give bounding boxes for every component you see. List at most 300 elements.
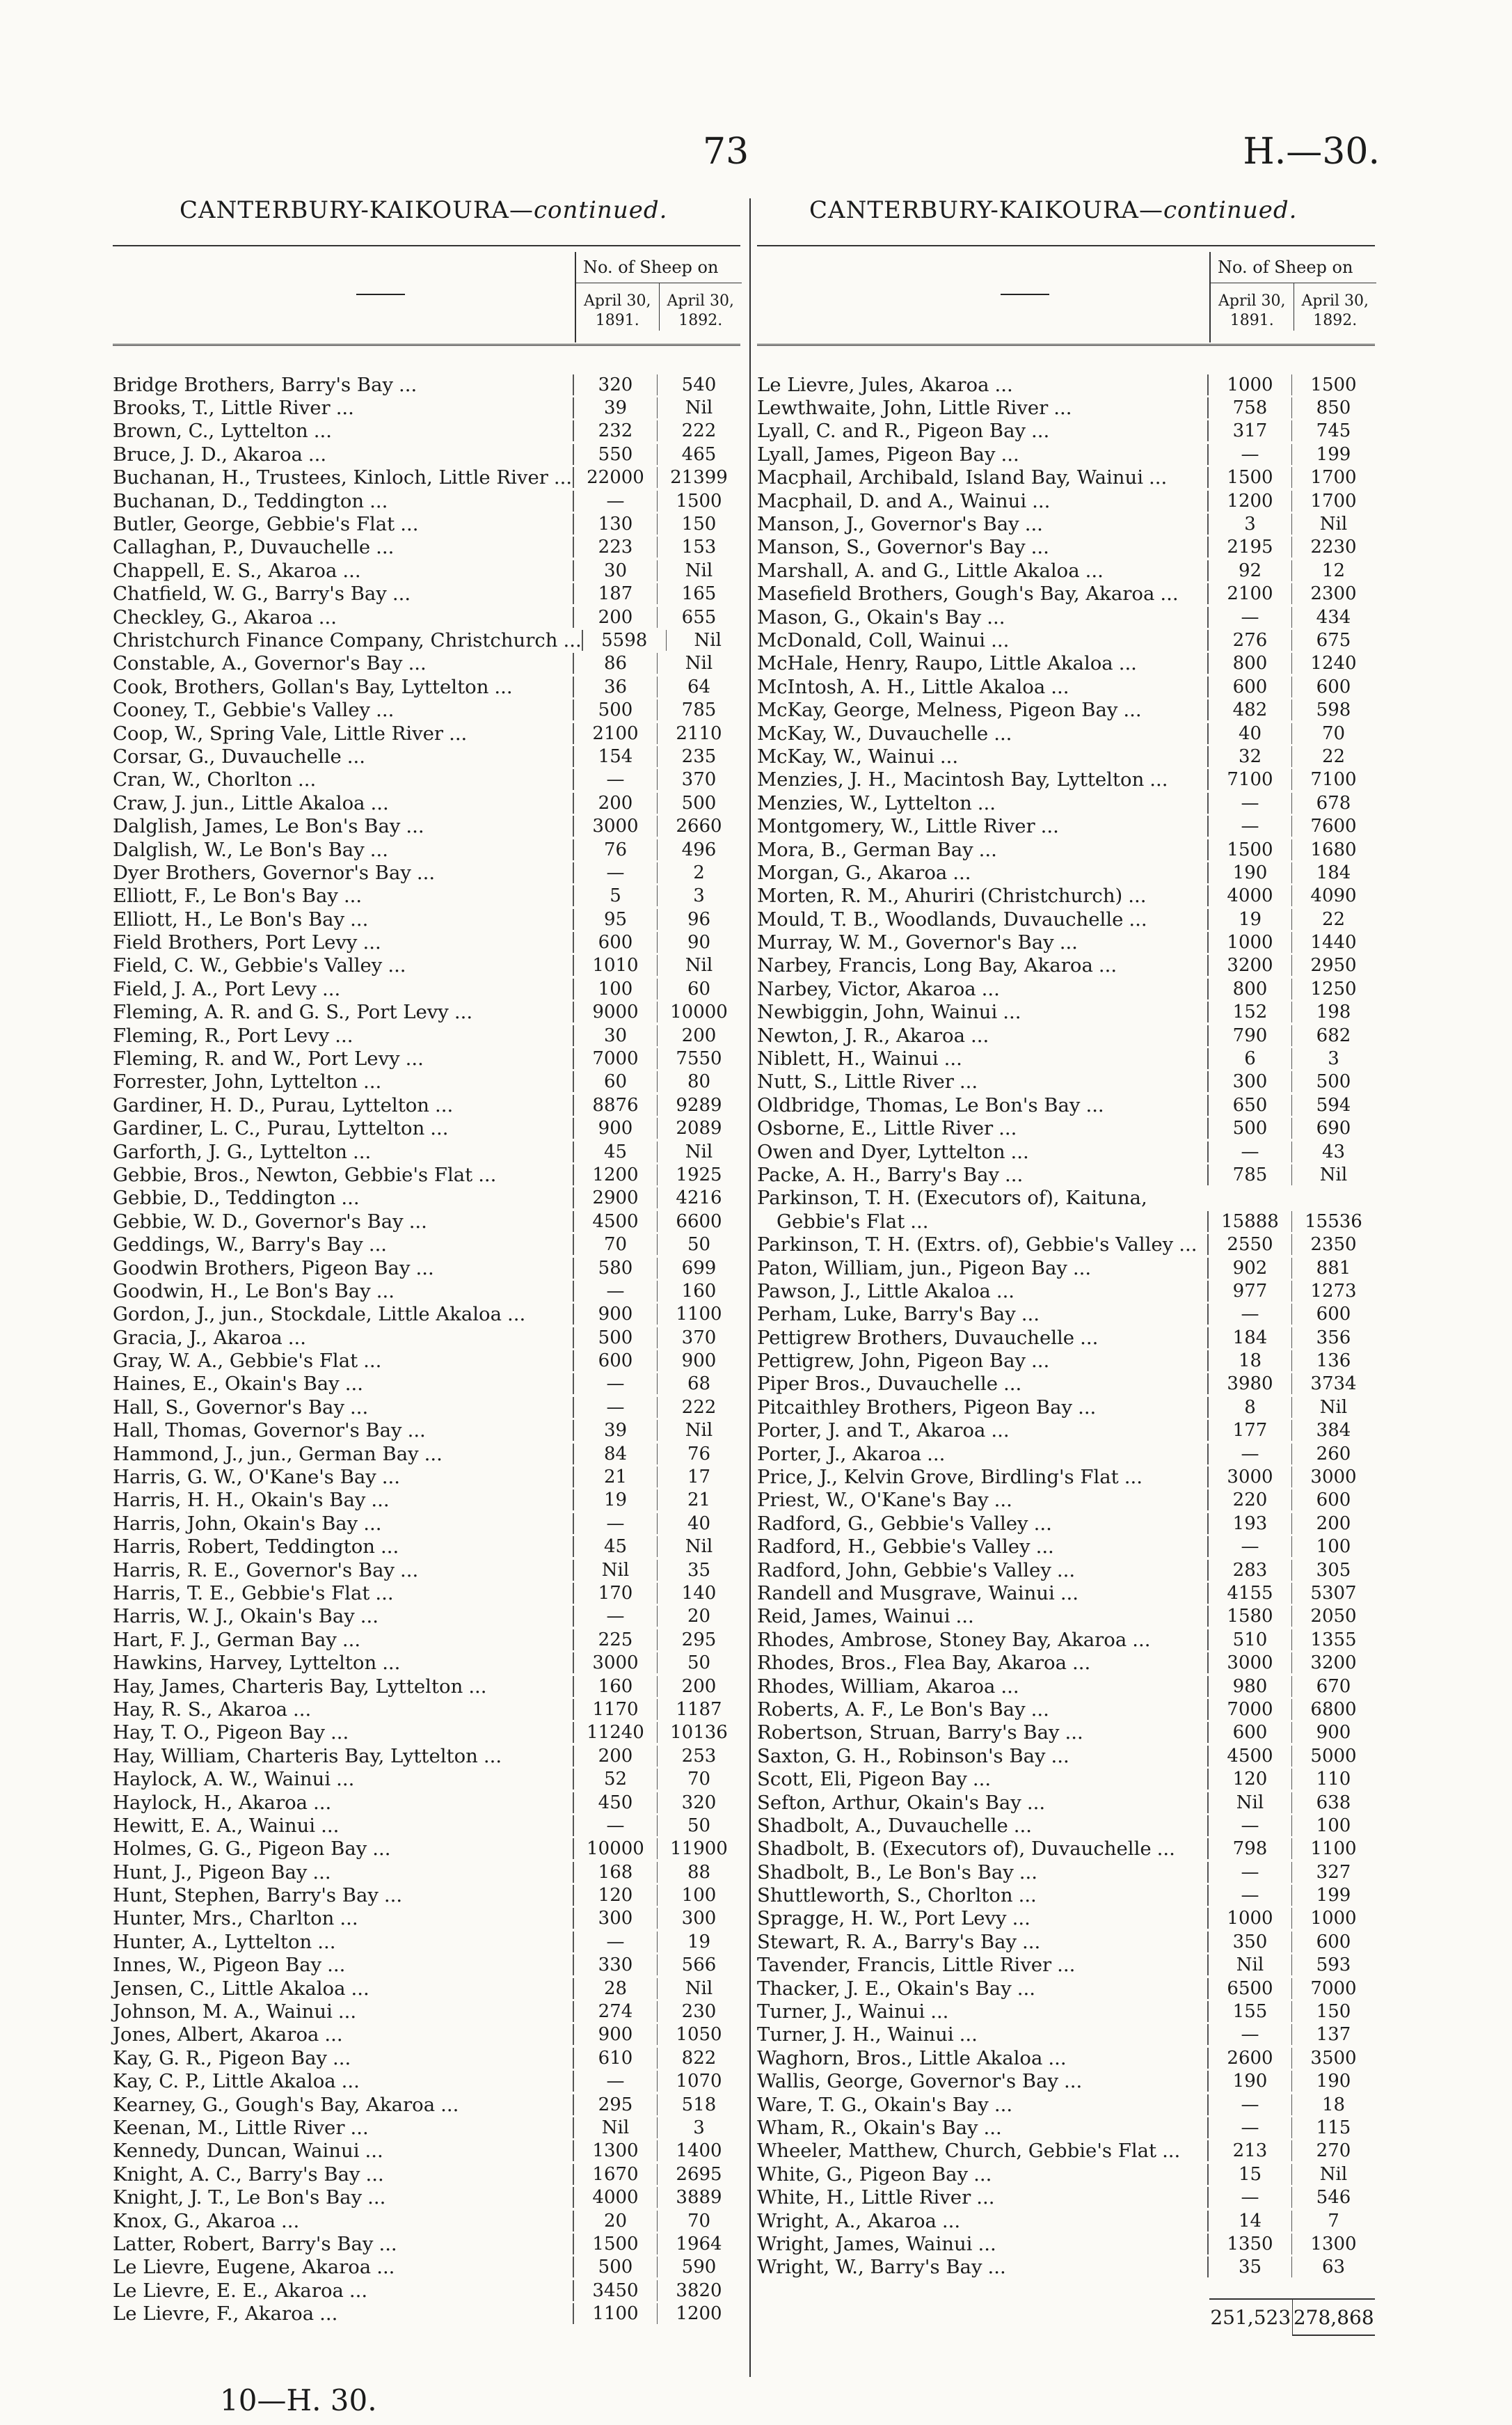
leader-dots: ... [399, 373, 417, 396]
sheep-1892: 2350 [1291, 1234, 1375, 1255]
sheep-1891: 1200 [573, 1164, 657, 1185]
table-row [757, 1744, 1375, 1767]
table-row [757, 1093, 1375, 1116]
leader-dots: ... [1072, 1256, 1092, 1279]
owner-name: Kay, G. R., Pigeon Bay [113, 2046, 328, 2069]
leader-dots: ... [1003, 1001, 1021, 1024]
sheep-1892: 822 [657, 2048, 740, 2069]
sheep-1892: 1100 [1291, 1838, 1375, 1859]
right-column-header [757, 245, 1375, 346]
table-row [113, 1326, 740, 1349]
owner-name: McKay, W., Duvauchelle [757, 722, 989, 745]
leader-dots: ... [994, 1489, 1012, 1512]
leader-dots: ... [1017, 1977, 1035, 2000]
sheep-1892: 199 [1291, 1885, 1375, 1906]
sheep-1891: 900 [573, 1304, 657, 1325]
sheep-1891: 350 [1207, 1932, 1291, 1952]
sheep-1892: 1400 [657, 2140, 740, 2161]
table-row [113, 791, 740, 814]
sheep-1891: 45 [573, 1142, 657, 1162]
leader-dots: ... [365, 2163, 384, 2186]
sheep-1892: 2089 [657, 1118, 740, 1139]
sheep-1892: 15536 [1291, 1211, 1375, 1232]
table-row [757, 2116, 1375, 2139]
owner-name: Lyall, C. and R., Pigeon Bay [757, 420, 1026, 443]
owner-name: Wright, W., Barry's Bay [757, 2256, 982, 2279]
sheep-1892: 670 [1291, 1676, 1375, 1697]
sheep-1891: — [1207, 793, 1291, 814]
leader-dots: ... [381, 1535, 399, 1558]
sheep-1891: — [1207, 1885, 1291, 1906]
sheep-1891: 1000 [1207, 932, 1291, 953]
sheep-1891: 300 [573, 1908, 657, 1929]
leader-dots: ... [1012, 1907, 1030, 1930]
owner-name: McHale, Henry, Raupo, Little Akaloa [757, 652, 1113, 675]
leader-dots: ... [367, 2186, 386, 2209]
leader-dots: ... [1057, 1954, 1076, 1977]
sheep-1891: — [573, 1815, 657, 1836]
leader-dots: ... [368, 1233, 388, 1256]
sheep-1892: 1050 [657, 2024, 740, 2045]
sheep-1891: 213 [1207, 2140, 1291, 2161]
owner-name: Keenan, M., Little River [113, 2116, 345, 2139]
sheep-1891: 36 [573, 677, 657, 697]
owner-name: Piper Bros., Duvauchelle [757, 1373, 998, 1396]
sheep-1891: 650 [1207, 1095, 1291, 1116]
sheep-1891: 790 [1207, 1025, 1291, 1046]
sheep-1892: 1187 [657, 1699, 740, 1720]
sheep-1891: 7100 [1207, 769, 1291, 790]
owner-name: Haines, E., Okain's Bay [113, 1373, 340, 1396]
sheep-1891: 4000 [573, 2187, 657, 2208]
sheep-1892: 1100 [657, 1304, 740, 1325]
sheep-1891: 6 [1207, 1048, 1291, 1069]
table-row [757, 1140, 1375, 1163]
sheep-1891: 276 [1207, 630, 1291, 651]
leader-dots: ... [400, 513, 419, 536]
owner-name: Hunter, Mrs., Charlton [113, 1907, 335, 1930]
leader-dots: ... [371, 1489, 390, 1512]
sheep-1891: 600 [573, 932, 657, 953]
leader-dots: ... [1078, 1396, 1097, 1419]
table-row [757, 1024, 1375, 1047]
owner-name: Masefield Brothers, Gough's Bay, Akaroa [757, 583, 1155, 606]
owner-name: Le Lievre, E. E., Akaroa [113, 2279, 344, 2302]
sheep-1891: 4155 [1207, 1583, 1291, 1604]
sheep-1891: 14 [1207, 2211, 1291, 2232]
owner-name: Murray, W. M., Governor's Bay [757, 931, 1054, 954]
leader-dots: ... [408, 1210, 427, 1233]
sheep-1891: 450 [573, 1792, 657, 1813]
sheep-1891: 70 [573, 1234, 657, 1255]
leader-dots: ... [977, 791, 996, 814]
leader-dots: ... [341, 2070, 360, 2093]
owner-name: Knight, J. T., Le Bon's Bay [113, 2186, 363, 2209]
leader-dots: ... [376, 536, 395, 559]
sheep-1892: 1964 [657, 2234, 740, 2254]
sheep-1892: 3889 [657, 2187, 740, 2208]
sheep-1892: 80 [657, 1071, 740, 1092]
sheep-1892: Nil [1291, 514, 1375, 535]
sheep-1892: Nil [1291, 2164, 1375, 2185]
sheep-1892: 500 [1291, 1071, 1375, 1092]
sheep-1892: 22 [1291, 909, 1375, 930]
leader-dots: ... [318, 606, 337, 629]
table-row [113, 536, 740, 559]
table-row [113, 931, 740, 954]
sheep-1891: 7000 [1207, 1699, 1291, 1720]
sheep-1892: 222 [657, 420, 740, 441]
owner-name: Bridge Brothers, Barry's Bay [113, 373, 394, 396]
sheep-1892: 496 [657, 839, 740, 860]
leader-dots: ... [406, 815, 424, 838]
owner-name: Shadbolt, A., Duvauchelle [757, 1814, 1008, 1837]
table-row [757, 583, 1375, 606]
owner-name: Latter, Robert, Barry's Bay [113, 2232, 374, 2255]
sheep-1891: — [573, 769, 657, 790]
sheep-1892: 50 [657, 1234, 740, 1255]
sheep-1891: 130 [573, 514, 657, 535]
owner-name: Field Brothers, Port Levy [113, 931, 358, 954]
sheep-1891: 977 [1207, 1281, 1291, 1302]
owner-name: Parkinson, T. H. (Extrs. of), Gebbie's Valley [757, 1233, 1174, 1256]
sheep-1891: Nil [573, 2117, 657, 2138]
owner-name: Gardiner, L. C., Purau, Lyttelton [113, 1117, 425, 1140]
leader-dots: ... [324, 2023, 343, 2046]
table-row [113, 606, 740, 629]
leader-dots: ... [360, 1605, 379, 1628]
owner-name: Morten, R. M., Ahuriri (Christchurch) [757, 885, 1123, 908]
table-row [757, 1047, 1375, 1070]
sheep-header [1209, 252, 1376, 342]
sheep-1892: 4090 [1291, 885, 1375, 906]
leader-dots: ... [375, 1582, 394, 1604]
sheep-1891: 500 [573, 700, 657, 720]
table-row [757, 1581, 1375, 1604]
sheep-1891: — [573, 1397, 657, 1418]
sheep-1892: 295 [657, 1629, 740, 1650]
table-row [757, 908, 1375, 931]
table-row [113, 1465, 740, 1488]
leader-dots: ... [363, 931, 381, 954]
sheep-1892: Nil [666, 630, 749, 651]
owner-name: Innes, W., Pigeon Bay [113, 1954, 322, 1977]
table-row [757, 1210, 1375, 1233]
sheep-1892: 1070 [657, 2071, 740, 2092]
table-row [757, 814, 1375, 837]
leader-dots: ... [416, 861, 436, 884]
owner-name: Hunter, A., Lyttelton [113, 1930, 312, 1953]
table-row [113, 2232, 740, 2255]
owner-name: Haylock, H., Akaroa [113, 1791, 308, 1814]
sheep-1892: 150 [1291, 2001, 1375, 2022]
owner-name: Coop, W., Spring Vale, Little River [113, 722, 444, 745]
owner-name: Perham, Luke, Barry's Bay [757, 1303, 1016, 1326]
leader-dots: ... [1162, 2140, 1181, 2163]
table-row [113, 1140, 740, 1163]
sheep-1892: 160 [657, 1281, 740, 1302]
owner-name: Butler, George, Gebbie's Flat [113, 513, 395, 536]
leader-dots: ... [1031, 420, 1050, 443]
sheep-1892: 96 [657, 909, 740, 930]
table-row [757, 1279, 1375, 1302]
sheep-1891: 2900 [573, 1187, 657, 1208]
sheep-1892: 90 [657, 932, 740, 953]
sheep-1891: 1500 [1207, 839, 1291, 860]
table-row [757, 443, 1375, 466]
sheep-1891: 45 [573, 1536, 657, 1557]
sheep-1892: 5307 [1291, 1583, 1375, 1604]
table-row [113, 1954, 740, 1977]
owner-name: Fleming, R., Port Levy [113, 1024, 330, 1047]
table-row [113, 1883, 740, 1906]
table-row [757, 2209, 1375, 2232]
leader-dots: ... [333, 2046, 351, 2069]
sheep-1892: Nil [657, 1420, 740, 1441]
sheep-1891: 330 [573, 1954, 657, 1975]
leader-dots: ... [369, 489, 388, 512]
sheep-1892: Nil [657, 560, 740, 581]
leader-dots: ... [370, 791, 389, 814]
sheep-1891: 30 [573, 560, 657, 581]
sheep-header-title: No. of Sheep on [576, 252, 742, 283]
owner-name: Hay, William, Charteris Bay, Lyttelton [113, 1744, 478, 1767]
sheep-1892: 1700 [1291, 467, 1375, 488]
table-row [113, 2116, 740, 2139]
owner-name: Mora, B., German Bay [757, 838, 973, 861]
leader-dots: ... [287, 1326, 306, 1349]
sheep-1892: 76 [657, 1444, 740, 1464]
table-row [757, 745, 1375, 768]
owner-name: Oldbridge, Thomas, Le Bon's Bay [757, 1093, 1081, 1116]
owner-name: Spragge, H. W., Port Levy [757, 1907, 1007, 1930]
sheep-1892: 7000 [1291, 1978, 1375, 1999]
owner-name: Reid, James, Wainui [757, 1605, 950, 1628]
owner-name: Rhodes, William, Akaroa [757, 1675, 996, 1698]
sheep-1891: 1500 [1207, 467, 1291, 488]
table-row [757, 559, 1375, 582]
table-row [113, 1442, 740, 1465]
table-row [113, 977, 740, 1000]
sheep-1891: 1300 [573, 2140, 657, 2161]
owner-name: Johnson, M. A., Wainui [113, 2000, 333, 2023]
table-row [113, 2279, 740, 2302]
leader-dots: ... [478, 1163, 497, 1186]
table-row [113, 908, 740, 931]
date-1892-header: April 30, 1892. [1294, 283, 1377, 331]
leader-dots: ... [1072, 1652, 1091, 1675]
leader-dots: ... [1048, 2046, 1067, 2069]
sheep-1892: 43 [1291, 1142, 1375, 1162]
sheep-1892: 518 [657, 2094, 740, 2115]
sheep-1892: 370 [657, 769, 740, 790]
table-row [757, 1349, 1375, 1372]
table-row [757, 1767, 1375, 1790]
leader-dots: ... [1010, 1140, 1029, 1163]
sheep-1892: 690 [1291, 1118, 1375, 1139]
leader-dots: ... [955, 1605, 974, 1628]
table-row [757, 2000, 1375, 2023]
sheep-1891: 200 [573, 793, 657, 814]
owner-name: Manson, J., Governor's Bay [757, 513, 1019, 536]
table-row [113, 2000, 740, 2023]
leader-dots: ... [507, 1303, 526, 1326]
leader-dots: ... [1033, 1512, 1052, 1535]
leader-dots: ... [298, 768, 317, 791]
sheep-1892: 2 [657, 862, 740, 883]
owner-name: McDonald, Coll, Wainui [757, 629, 986, 651]
sheep-1892: 2695 [657, 2164, 740, 2185]
table-row [757, 791, 1375, 814]
sheep-1891: 220 [1207, 1490, 1291, 1510]
sheep-1891: 600 [573, 1350, 657, 1371]
leader-dots: ... [1053, 397, 1072, 420]
sheep-1891: 1580 [1207, 1606, 1291, 1627]
leader-dots: ... [927, 1442, 946, 1465]
sheep-1891: — [573, 1606, 657, 1627]
leader-dots: ... [381, 1466, 401, 1489]
sheep-1892: 3 [657, 2117, 740, 2138]
table-row [113, 1210, 740, 1233]
owner-name: Newbiggin, John, Wainui [757, 1001, 998, 1024]
owner-name: Kennedy, Duncan, Wainui [113, 2140, 360, 2163]
table-row [113, 1001, 740, 1024]
sheep-1892: 785 [657, 700, 740, 720]
sheep-1891: 232 [573, 420, 657, 441]
sheep-1892: 7100 [1291, 769, 1375, 790]
owner-name: Cran, W., Chorlton [113, 768, 293, 791]
sheep-1892: 638 [1291, 1792, 1375, 1813]
table-row [113, 675, 740, 698]
table-row [757, 466, 1375, 489]
leader-dots: ... [407, 1419, 426, 1442]
leader-dots: ... [1018, 1884, 1037, 1907]
table-row [757, 931, 1375, 954]
sheep-1892: 3 [1291, 1048, 1375, 1069]
table-row [113, 1373, 740, 1396]
owner-name: Owen and Dyer, Lyttelton [757, 1140, 1005, 1163]
sheep-1892: 140 [657, 1583, 740, 1604]
table-row [113, 1581, 740, 1604]
sheep-1892: 675 [1291, 630, 1375, 651]
sheep-1891: — [573, 1281, 657, 1302]
leader-dots: ... [1123, 699, 1142, 722]
table-row [113, 1721, 740, 1744]
table-row [757, 1651, 1375, 1674]
sheep-1891: 900 [573, 2024, 657, 2045]
sheep-1891: 980 [1207, 1676, 1291, 1697]
signature-mark: 10—H. 30. [220, 2383, 377, 2417]
leader-dots: ... [1024, 513, 1043, 536]
owner-name: Goodwin Brothers, Pigeon Bay [113, 1256, 411, 1279]
owner-name: Priest, W., O'Kane's Bay [757, 1489, 989, 1512]
owner-name: White, H., Little River [757, 2186, 971, 2209]
sheep-1892: 3200 [1291, 1652, 1375, 1673]
sheep-1892: 3500 [1291, 2048, 1375, 2069]
table-row [757, 1163, 1375, 1186]
table-row [757, 1605, 1375, 1628]
table-row [757, 2046, 1375, 2069]
sheep-1891: 20 [573, 2211, 657, 2232]
sheep-1891: 274 [573, 2001, 657, 2022]
sheep-1892: Nil [657, 1142, 740, 1162]
table-row [113, 443, 740, 466]
owner-name: Elliott, F., Le Bon's Bay [113, 885, 338, 908]
table-row [757, 489, 1375, 512]
leader-dots: ... [972, 1768, 992, 1791]
date-1891-header: April 30, 1891. [1218, 292, 1286, 329]
owner-name: Packe, A. H., Barry's Bay [757, 1163, 1000, 1186]
owner-name: Pettigrew, John, Pigeon Bay [757, 1350, 1026, 1373]
sheep-1891: 92 [1207, 560, 1291, 581]
table-row [113, 652, 740, 675]
owner-name: White, G., Pigeon Bay [757, 2163, 969, 2186]
sheep-1892: 384 [1291, 1420, 1375, 1441]
sheep-1891: — [1207, 2187, 1291, 2208]
sheep-1891: — [573, 862, 657, 883]
sheep-1891: 482 [1207, 700, 1291, 720]
sheep-1891: 800 [1207, 979, 1291, 1000]
sheep-1892: 184 [1291, 862, 1375, 883]
sheep-1891: Nil [1207, 1954, 1291, 1975]
table-row [757, 1930, 1375, 1953]
owner-name: Field, J. A., Port Levy [113, 977, 317, 1000]
owner-name: Harris, W. J., Okain's Bay [113, 1605, 355, 1628]
table-row [757, 606, 1375, 629]
table-row [113, 466, 740, 489]
sheep-1892: 18 [1291, 2094, 1375, 2115]
sheep-1892: 1240 [1291, 653, 1375, 674]
sheep-1891: 3200 [1207, 955, 1291, 976]
sheep-1892: 1440 [1291, 932, 1375, 953]
sheep-1891: — [1207, 816, 1291, 837]
sheep-1891: — [573, 1513, 657, 1534]
owner-name: Randell and Musgrave, Wainui [757, 1582, 1055, 1604]
leader-dots: ... [317, 1930, 336, 1953]
sheep-1891: 3000 [1207, 1652, 1291, 1673]
owner-name: Harris, T. E., Gebbie's Flat [113, 1582, 370, 1604]
sheep-1892: 850 [1291, 397, 1375, 418]
sheep-1892: 235 [657, 746, 740, 767]
sheep-1891: 8876 [573, 1095, 657, 1116]
sheep-1891: — [1207, 1536, 1291, 1557]
owner-name: Porter, J., Akaroa [757, 1442, 922, 1465]
table-row [757, 373, 1375, 396]
left-sheep-table [113, 373, 740, 2325]
table-row [757, 1303, 1375, 1326]
owner-name: Knight, A. C., Barry's Bay [113, 2163, 360, 2186]
sheep-1892: 900 [1291, 1722, 1375, 1743]
table-row [113, 2070, 740, 2093]
owner-name: Gebbie, W. D., Governor's Bay [113, 1210, 404, 1233]
sheep-1891: Nil [1207, 1792, 1291, 1813]
leader-dots: ... [941, 2209, 961, 2232]
leader-dots: ... [1022, 1930, 1041, 1953]
table-row [757, 1117, 1375, 1140]
table-row [757, 1814, 1375, 1837]
sheep-1891: — [1207, 1444, 1291, 1464]
leader-dots: ... [1003, 1373, 1022, 1396]
owner-name: Macphail, D. and A., Wainui [757, 489, 1027, 512]
table-row [113, 1861, 740, 1883]
table-row [757, 2256, 1375, 2279]
sheep-1892: 1925 [657, 1164, 740, 1185]
owner-name: Cook, Brothers, Gollan's Bay, Lyttelton [113, 675, 489, 698]
table-row [113, 1303, 740, 1326]
leader-dots: ... [939, 745, 959, 768]
leader-dots: ... [998, 1117, 1017, 1140]
owner-name: Hammond, J., jun., German Bay [113, 1442, 419, 1465]
